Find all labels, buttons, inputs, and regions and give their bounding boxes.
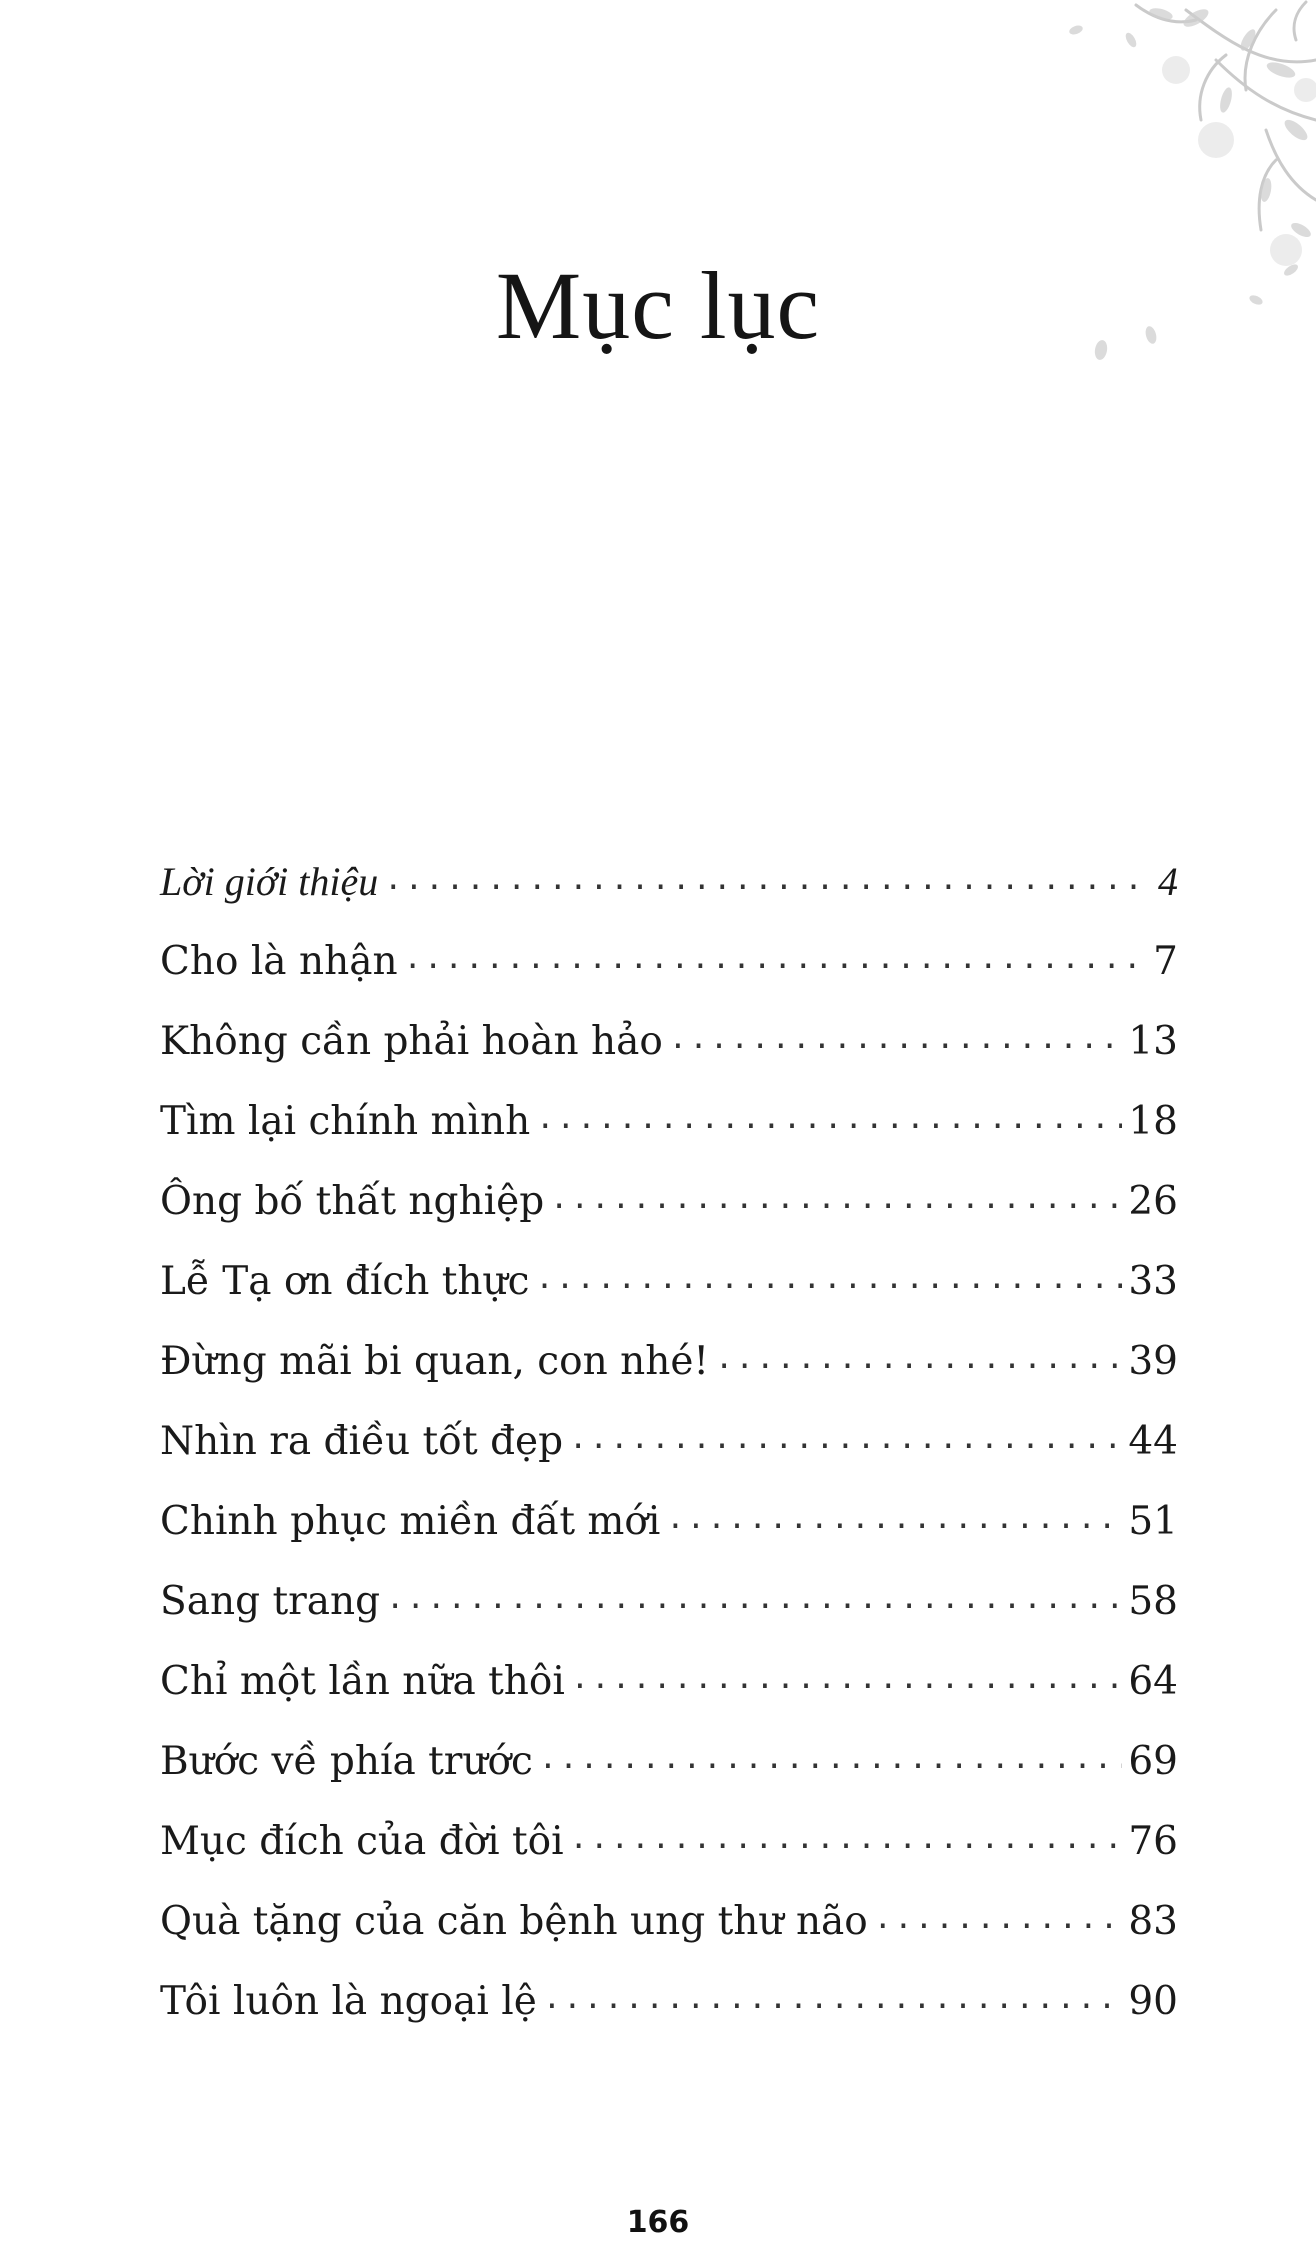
toc-entry-page: 18 — [1128, 1099, 1178, 1144]
toc-entry — [160, 1082, 1178, 1162]
toc-entry-title: Chinh phục miền đất mới — [160, 1499, 661, 1544]
toc-entry — [160, 842, 1178, 922]
toc-entry — [160, 1882, 1178, 1962]
toc-dot-leader — [715, 1316, 1122, 1399]
toc-entry — [160, 1802, 1178, 1882]
toc-entry-title: Bước về phía trước — [160, 1739, 533, 1784]
toc-entry-page: 13 — [1128, 1019, 1178, 1064]
toc-entry — [160, 1482, 1178, 1562]
toc-entry-page: 7 — [1153, 939, 1178, 984]
toc-dot-leader — [536, 1076, 1122, 1159]
toc-entry-page: 44 — [1128, 1419, 1178, 1464]
toc-entry-page: 33 — [1128, 1259, 1178, 1304]
toc-entry-title: Không cần phải hoàn hảo — [160, 1019, 663, 1064]
toc-entry — [160, 1322, 1178, 1402]
toc-dot-leader — [570, 1796, 1123, 1879]
toc-dot-leader — [384, 837, 1142, 920]
toc-entry-title: Tìm lại chính mình — [160, 1099, 531, 1144]
toc-entry-title: Cho là nhận — [160, 939, 398, 984]
page-number: 166 — [626, 2205, 690, 2240]
toc-entry — [160, 922, 1178, 1002]
toc-entry-page: 76 — [1128, 1819, 1178, 1864]
toc-entry-page: 83 — [1128, 1899, 1178, 1944]
toc-entry-page: 51 — [1128, 1499, 1178, 1544]
toc-entry-page: 64 — [1128, 1659, 1178, 1704]
toc-dot-leader — [666, 1476, 1122, 1559]
toc-entry-page: 4 — [1158, 859, 1178, 904]
toc-entry — [160, 1242, 1178, 1322]
toc-entry-page: 69 — [1128, 1739, 1178, 1784]
toc-entry — [160, 1642, 1178, 1722]
toc-dot-leader — [543, 1956, 1123, 2039]
toc-entry — [160, 1002, 1178, 1082]
table-of-contents — [160, 842, 1178, 2042]
toc-entry — [160, 1562, 1178, 1642]
toc-entry-page: 58 — [1128, 1579, 1178, 1624]
toc-entry-title: Đừng mãi bi quan, con nhé! — [160, 1339, 710, 1384]
toc-dot-leader — [404, 916, 1142, 999]
toc-dot-leader — [571, 1636, 1122, 1719]
toc-entry-page: 90 — [1128, 1979, 1178, 2024]
toc-dot-leader — [386, 1556, 1122, 1639]
toc-entry-page: 39 — [1128, 1339, 1178, 1384]
toc-entry-title: Tôi luôn là ngoại lệ — [160, 1979, 537, 2024]
toc-entry-title: Lời giới thiệu — [160, 859, 379, 904]
toc-entry-title: Sang trang — [160, 1579, 381, 1624]
toc-entry-title: Lễ Tạ ơn đích thực — [160, 1259, 530, 1304]
toc-dot-leader — [874, 1876, 1123, 1959]
toc-entry-title: Nhìn ra điều tốt đẹp — [160, 1419, 564, 1464]
toc-entry-title: Chỉ một lần nữa thôi — [160, 1659, 565, 1704]
page-title: Mục lục — [495, 252, 821, 359]
toc-entry — [160, 1722, 1178, 1802]
toc-dot-leader — [669, 996, 1122, 1079]
toc-entry — [160, 1962, 1178, 2042]
toc-entry-title: Mục đích của đời tôi — [160, 1819, 564, 1864]
toc-entry-page: 26 — [1128, 1179, 1178, 1224]
toc-entry-title: Quà tặng của căn bệnh ung thư não — [160, 1899, 868, 1944]
toc-entry — [160, 1162, 1178, 1242]
toc-dot-leader — [550, 1156, 1122, 1239]
toc-entry — [160, 1402, 1178, 1482]
toc-dot-leader — [569, 1396, 1122, 1479]
toc-entry-title: Ông bố thất nghiệp — [160, 1179, 545, 1224]
toc-dot-leader — [539, 1716, 1122, 1799]
toc-dot-leader — [536, 1236, 1123, 1319]
